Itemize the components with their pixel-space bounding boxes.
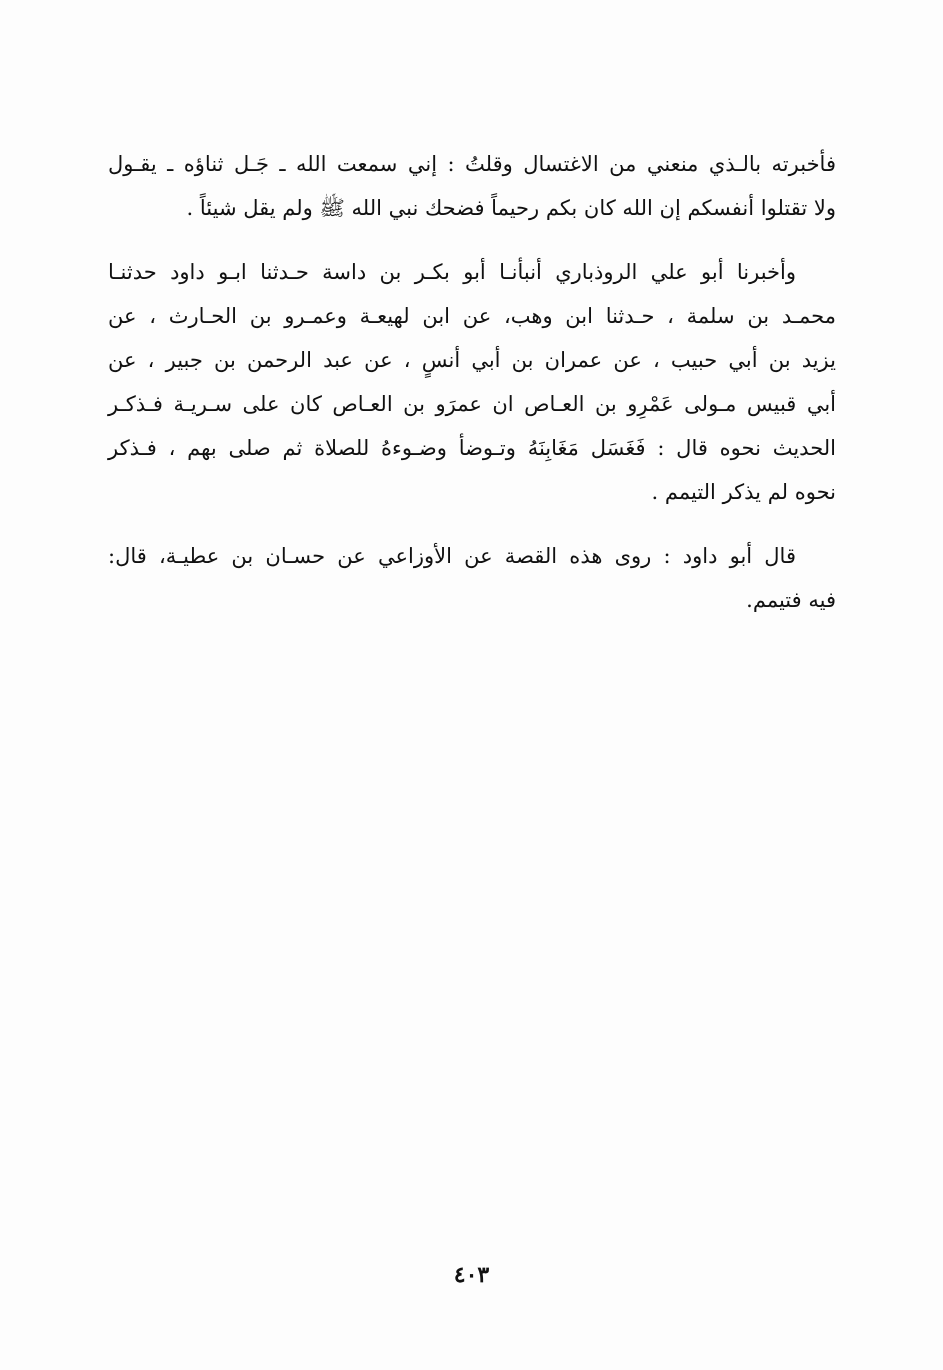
- paragraph-1: [108, 142, 836, 230]
- text-line: فأخبرته بالـذي منعني من الاغتسال وقلتُ : إني سمعت الله ـ جَـل ثناؤه ـ يقـول: [108, 152, 836, 176]
- body-text: [108, 142, 836, 622]
- page-number: ٤٠٣: [453, 1262, 490, 1288]
- text-line: محمـد بن سلمة ، حـدثنا ابن وهب، عن ابن لهيعـة وعمـرو بن الحـارث ، عن: [108, 304, 836, 328]
- text-line: أبي قبيس مـولى عَمْرِو بن العـاص ان عمرَو بن العـاص كان على سـريـة فـذكـر: [108, 392, 836, 416]
- text-line: فيه فتيمم.: [746, 588, 836, 612]
- text-line: ولا تقتلوا أنفسكم إن الله كان بكم رحيماً فضحك نبي الله ﷺ ولم يقل شيئاً .: [186, 196, 836, 220]
- text-line: يزيد بن أبي حبيب ، عن عمران بن أبي أنسٍ ، عن عبد الرحمن بن جبير ، عن: [108, 348, 836, 372]
- text-line: قال أبو داود : روى هذه القصة عن الأوزاعي عن حسـان بن عطيـة، قال:: [108, 544, 796, 568]
- text-line: الحديث نحوه قال : فَغَسَل مَغَابِنَهُ وتـوضأ وضـوءهُ للصلاة ثم صلى بهم ، فـذكر: [108, 436, 836, 460]
- paragraph-3: [108, 534, 836, 622]
- text-line: نحوه لم يذكر التيمم .: [651, 480, 836, 504]
- paragraph-2: [108, 250, 836, 514]
- text-line: وأخبرنا أبو علي الروذباري أنبأنـا أبو بكـر بن داسة حـدثنا ابـو داود حدثنـا: [108, 260, 796, 284]
